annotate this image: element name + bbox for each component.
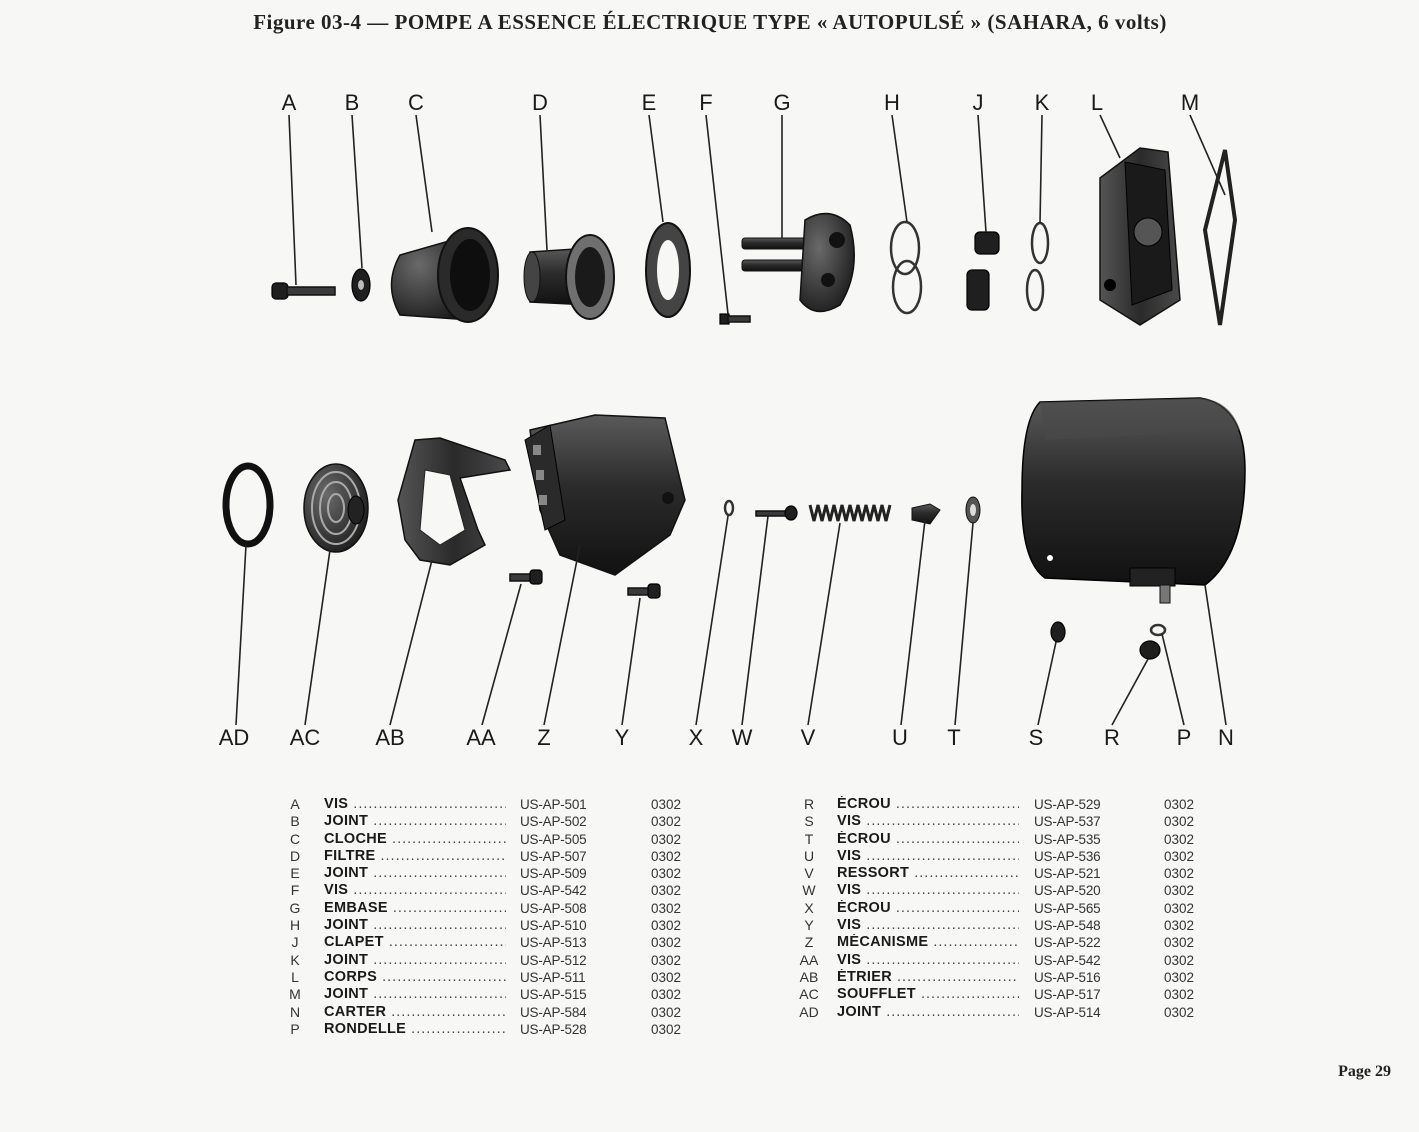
part-code: M (289, 986, 301, 1003)
part-quantity: 0302 (1164, 1004, 1195, 1020)
part-quantity: 0302 (1164, 866, 1195, 882)
part-name: FILTRE ..... (324, 848, 506, 865)
part-code: C (289, 830, 301, 847)
part-quantity: 0302 (651, 866, 682, 882)
part-code: F (290, 882, 300, 899)
part-code: Y (804, 917, 814, 934)
part-r-nut (1140, 641, 1160, 659)
part-reference: US-AP-502 (520, 814, 587, 830)
part-name: VIS ..... (324, 796, 506, 813)
part-a-screw (272, 283, 335, 299)
part-quantity: 0302 (1164, 797, 1195, 812)
part-code: W (802, 882, 816, 899)
part-quantity: 0302 (651, 831, 682, 847)
callout-e: E (641, 90, 657, 115)
part-x-nut (725, 501, 733, 515)
callout-w: W (731, 725, 753, 750)
part-quantity: 0302 (1164, 952, 1195, 968)
part-code: AB (799, 968, 819, 985)
part-k-orings (1027, 223, 1048, 310)
callout-b: B (344, 90, 360, 115)
part-reference: US-AP-514 (1034, 1004, 1101, 1020)
part-l-body (1100, 148, 1180, 325)
part-z-mechanism (525, 415, 685, 575)
part-reference: US-AP-516 (1034, 969, 1101, 985)
part-name: VIS ..... (837, 882, 1019, 899)
part-code: T (804, 830, 814, 847)
part-quantity: 0302 (651, 987, 682, 1003)
callout-u: U (892, 725, 908, 750)
part-y-screw (628, 584, 660, 598)
part-code: H (289, 917, 301, 934)
callout-k: K (1034, 90, 1050, 115)
part-code: AC (799, 986, 819, 1003)
part-quantity: 0302 (651, 969, 682, 985)
part-quantity: 0302 (651, 1004, 682, 1020)
part-code: J (291, 934, 299, 951)
callout-c: C (408, 90, 424, 115)
part-quantity: 0302 (1164, 969, 1195, 985)
part-code: K (290, 951, 300, 968)
part-name: RESSORT ..... (837, 865, 1019, 882)
callout-n: N (1218, 725, 1234, 750)
part-code: G (289, 899, 301, 916)
callout-v: V (800, 725, 816, 750)
part-code: AD (799, 1003, 819, 1020)
part-quantity: 0302 (651, 1021, 682, 1037)
callout-aa: AA (466, 725, 496, 750)
part-h-gasket (891, 222, 921, 313)
part-quantity: 0302 (1164, 987, 1195, 1003)
callout-p: P (1176, 725, 1192, 750)
part-name: VIS ..... (837, 813, 1019, 830)
part-name: CLAPET ..... (324, 934, 506, 951)
part-code: AA (799, 951, 819, 968)
callout-r: R (1104, 725, 1120, 750)
callout-h: H (884, 90, 900, 115)
part-name: ÉTRIER ..... (837, 969, 1019, 986)
part-code: D (289, 847, 301, 864)
part-reference: US-AP-509 (520, 866, 587, 882)
part-reference: US-AP-508 (520, 900, 587, 916)
callout-j: J (972, 90, 984, 115)
part-quantity: 0302 (1164, 900, 1195, 916)
part-name: VIS ..... (837, 848, 1019, 865)
part-quantity: 0302 (651, 900, 682, 916)
part-reference: US-AP-517 (1034, 987, 1101, 1003)
callout-s: S (1028, 725, 1044, 750)
part-reference: US-AP-512 (520, 952, 587, 968)
part-quantity: 0302 (1164, 918, 1195, 934)
part-g-base (742, 214, 854, 312)
part-reference: US-AP-513 (520, 935, 587, 951)
part-name: JOINT ..... (324, 865, 506, 882)
callout-f: F (699, 90, 713, 115)
part-reference: US-AP-565 (1034, 900, 1101, 916)
part-ad-gasket (226, 466, 270, 544)
part-name: JOINT ..... (324, 813, 506, 830)
part-t-nut (966, 497, 980, 523)
part-e-gasket (646, 223, 690, 317)
part-reference: US-AP-511 (520, 969, 586, 985)
part-name: JOINT ..... (324, 952, 506, 969)
part-n-housing (1022, 398, 1245, 603)
part-reference: US-AP-520 (1034, 883, 1101, 899)
part-name: ÉCROU ..... (837, 831, 1019, 848)
part-aa-screw (510, 570, 542, 584)
part-quantity: 0302 (651, 848, 682, 864)
page-number: Page 29 (1338, 1063, 1391, 1080)
part-name: JOINT ..... (837, 1004, 1019, 1021)
part-name: JOINT ..... (324, 986, 506, 1003)
part-quantity: 0302 (651, 935, 682, 951)
part-name: SOUFFLET ..... (837, 986, 1019, 1003)
part-name: ÉCROU ..... (837, 900, 1019, 917)
part-name: MÉCANISME ..... (837, 934, 1019, 951)
part-quantity: 0302 (1164, 814, 1195, 830)
part-quantity: 0302 (1164, 935, 1195, 951)
part-ab-bracket (398, 438, 510, 565)
part-name: CARTER ..... (324, 1004, 506, 1021)
part-reference: US-AP-501 (520, 797, 587, 812)
part-m-gasket (1205, 150, 1235, 325)
part-code: V (804, 865, 814, 882)
callout-y: Y (614, 725, 630, 750)
part-code: A (290, 796, 300, 812)
part-quantity: 0302 (1164, 883, 1195, 899)
part-reference: US-AP-510 (520, 918, 587, 934)
part-reference: US-AP-542 (520, 883, 587, 899)
part-code: B (290, 813, 300, 830)
part-ac-bellows (304, 464, 368, 552)
part-w-screw (756, 506, 797, 520)
part-reference: US-AP-584 (520, 1004, 587, 1020)
part-name: VIS ..... (837, 917, 1019, 934)
part-code: Z (804, 934, 814, 951)
part-s-screw (1051, 622, 1065, 642)
part-b-washer (352, 269, 370, 301)
part-quantity: 0302 (651, 918, 682, 934)
part-reference: US-AP-542 (1034, 952, 1101, 968)
callout-labels-bottom (219, 725, 1234, 750)
part-code: P (290, 1020, 300, 1037)
callout-ad: AD (218, 725, 250, 750)
callout-m: M (1180, 90, 1200, 115)
part-quantity: 0302 (651, 797, 682, 812)
part-code: R (803, 796, 815, 812)
page-title: Figure 03-4 — POMPE A ESSENCE ÉLECTRIQUE TYPE « AUTOPULSÉ » (SAHARA, 6 volts) (253, 10, 1167, 34)
part-code: N (289, 1003, 301, 1020)
part-reference: US-AP-505 (520, 831, 587, 847)
part-code: S (804, 813, 814, 830)
part-name: ÉCROU ..... (837, 796, 1019, 813)
part-code: U (803, 847, 815, 864)
part-quantity: 0302 (1164, 831, 1195, 847)
callout-ab: AB (375, 725, 405, 750)
callout-x: X (688, 725, 704, 750)
part-reference: US-AP-507 (520, 848, 587, 864)
part-reference: US-AP-536 (1034, 848, 1101, 864)
part-code: L (291, 968, 299, 985)
part-reference: US-AP-521 (1034, 866, 1101, 882)
part-name: CLOCHE ..... (324, 831, 506, 848)
callout-d: D (532, 90, 548, 115)
part-quantity: 0302 (651, 814, 682, 830)
part-reference: US-AP-548 (1034, 918, 1101, 934)
part-reference: US-AP-537 (1034, 814, 1101, 830)
part-name: CORPS ..... (324, 969, 506, 986)
part-j-valve (967, 232, 999, 310)
part-f-screw (720, 314, 750, 324)
callout-a: A (281, 90, 297, 115)
callout-labels-top (282, 90, 1200, 115)
part-code: E (290, 865, 300, 882)
part-reference: US-AP-522 (1034, 935, 1101, 951)
part-quantity: 0302 (1164, 848, 1195, 864)
callout-z: Z (537, 725, 551, 750)
part-reference: US-AP-528 (520, 1021, 587, 1037)
part-quantity: 0302 (651, 883, 682, 899)
part-name: VIS ..... (324, 882, 506, 899)
part-p-washer (1151, 625, 1165, 635)
part-code: X (804, 899, 814, 916)
part-reference: US-AP-529 (1034, 797, 1101, 812)
callout-t: T (947, 725, 961, 750)
part-name: JOINT ..... (324, 917, 506, 934)
part-reference: US-AP-535 (1034, 831, 1101, 847)
part-name: EMBASE ..... (324, 900, 506, 917)
part-v-spring (808, 503, 893, 523)
part-quantity: 0302 (651, 952, 682, 968)
part-name: RONDELLE ..... (324, 1021, 506, 1038)
callout-l: L (1090, 90, 1104, 115)
part-reference: US-AP-515 (520, 987, 587, 1003)
part-c-bowl (392, 228, 499, 322)
part-d-filter (524, 235, 614, 319)
part-u-pin (912, 504, 940, 524)
callout-ac: AC (289, 725, 321, 750)
callout-g: G (773, 90, 791, 115)
part-name: VIS ..... (837, 952, 1019, 969)
